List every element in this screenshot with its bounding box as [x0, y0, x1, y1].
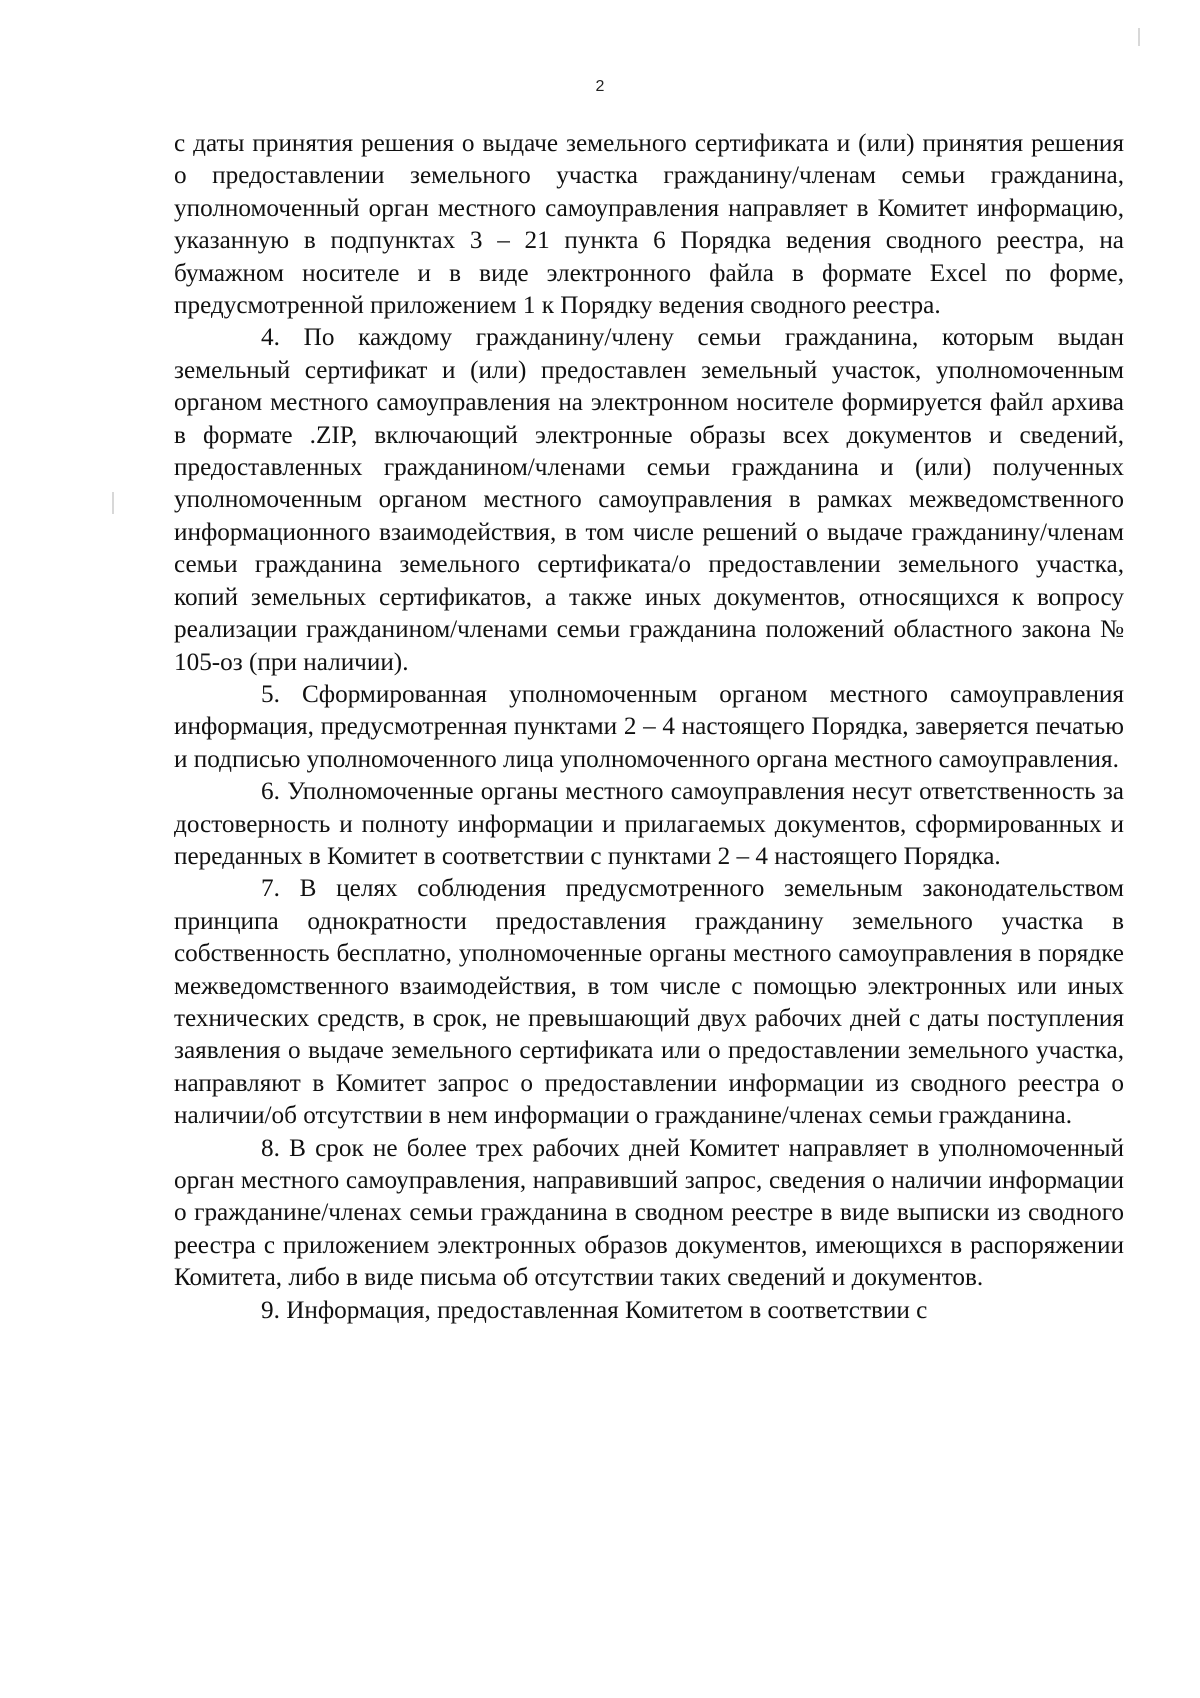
paragraph-item-6: 6. Уполномоченные органы местного самоуправления несут ответственность за достоверность и полноту информации и прилагаемых документов, сформированных и переданных в Комитет в соответствии с пунктами 2 – 4 настоящего Порядка.	[174, 778, 1124, 870]
paragraph-item-7: 7. В целях соблюдения предусмотренного земельным законодательством принципа однократности предоставления гражданину земельного участка в собственность бесплатно, уполномоченные органы местного самоуправления в порядке межведомственного взаимодействия, в том числе с помощью электронных или иных технических средств, в срок, не превышающий двух рабочих дней с даты поступления заявления о выдаче земельного сертификата или о предоставлении земельного участка, направляют в Комитет запрос о предоставлении информации из сводного реестра о наличии/об отсутствии в нем информации о гражданине/членах семьи гражданина.	[174, 875, 1124, 1130]
scan-artifact-mark	[112, 492, 114, 514]
paragraph-continuation: с даты принятия решения о выдаче земельного сертификата и (или) принятия решения о предоставлении земельного участка гражданину/членам семьи гражданина, уполномоченный орган местного самоуправления направляет в Комитет информацию, указанную в подпунктах 3 – 21 пункта 6 Порядка ведения сводного реестра, на бумажном носителе и в виде электронного файла в формате Excel по форме, предусмотренной приложением 1 к Порядку ведения сводного реестра.	[174, 130, 1124, 320]
page-number: 2	[595, 78, 605, 95]
paragraph-item-8: 8. В срок не более трех рабочих дней Комитет направляет в уполномоченный орган местного самоуправления, направивший запрос, сведения о наличии информации о гражданине/членах семьи гражданина в сводном реестре в виде выписки из сводного реестра с приложением электронных образов документов, имеющихся в распоряжении Комитета, либо в виде письма об отсутствии таких сведений и документов.	[174, 1134, 1124, 1292]
paragraph-item-9: 9. Информация, предоставленная Комитетом в соответствии с	[261, 1296, 928, 1324]
paragraph-item-5: 5. Сформированная уполномоченным органом местного самоуправления информация, предусмотренная пунктами 2 – 4 настоящего Порядка, заверяется печатью и подписью уполномоченного лица уполномоченного органа местного самоуправления.	[174, 680, 1124, 773]
paragraph-item-4: 4. По каждому гражданину/члену семьи гражданина, которым выдан земельный сертификат и (или) предоставлен земельный участок, уполномоченным органом местного самоуправления на электронном носителе формируется файл архива в формате .ZIP, включающий электронные образы всех документов и сведений, предоставленных гражданином/членами семьи гражданина и (или) полученных уполномоченным органом местного самоуправления в рамках межведомственного информационного взаимодействия, в том числе решений о выдаче гражданину/членам семьи гражданина земельного сертификата/о предоставлении земельного участка, копий земельных сертификатов, а также иных документов, относящихся к вопросу реализации гражданином/членами семьи гражданина положений областного закона № 105-оз (при наличии).	[174, 324, 1124, 676]
document-body	[174, 128, 1124, 1327]
scan-artifact-mark	[1138, 28, 1140, 46]
